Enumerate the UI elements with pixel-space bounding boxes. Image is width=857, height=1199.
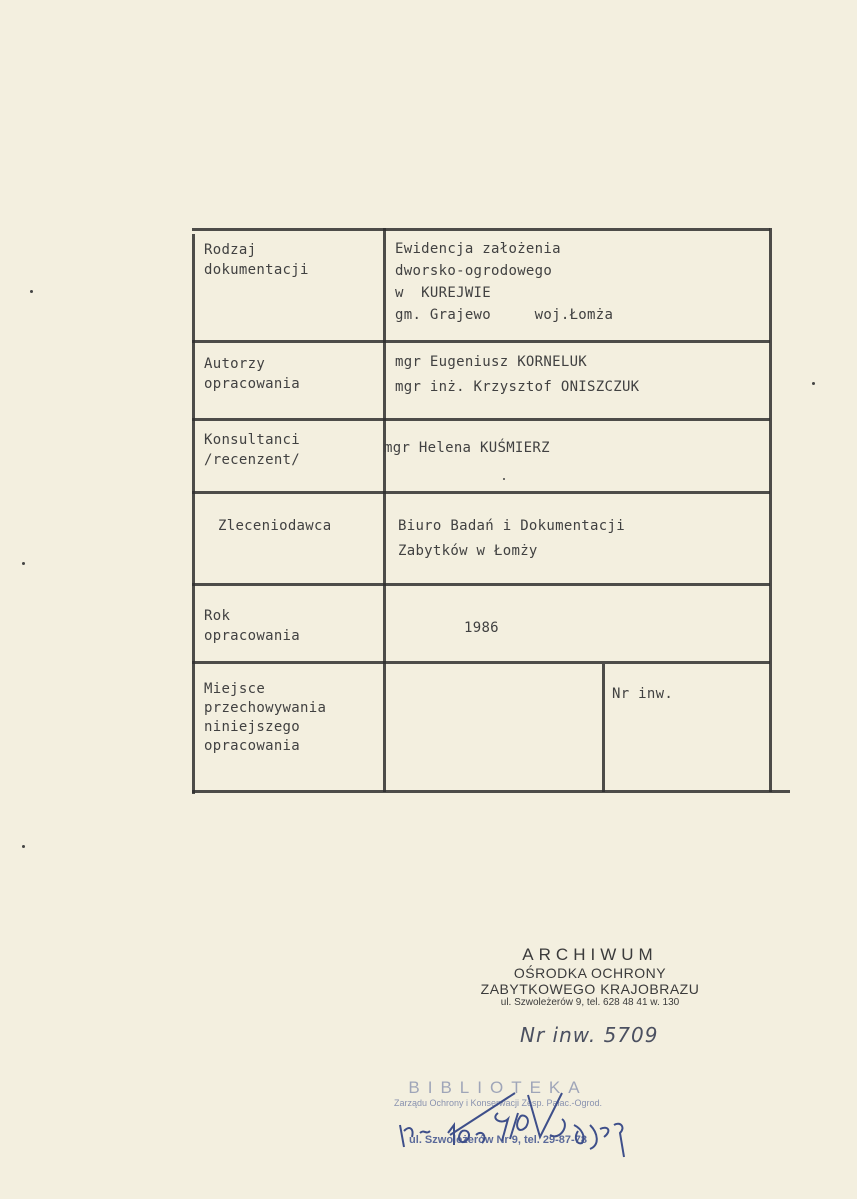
library-stamp-line2: Zarządu Ochrony i Konserwacji Zesp. Pałac.-Ogrod. <box>393 1098 603 1108</box>
paper-speck <box>22 845 25 848</box>
rule-row1 <box>192 340 770 343</box>
paper-speck <box>503 478 505 480</box>
archive-stamp <box>480 945 700 1008</box>
rule-middle <box>383 228 386 792</box>
value-rok: 1986 <box>464 620 499 636</box>
value-konsultanci: mgr Helena KUŚMIERZ <box>384 440 550 456</box>
value-zleceniodawca: Biuro Badań i Dokumentacji Zabytków w Łomży <box>398 518 625 559</box>
library-stamp-address: ul. Szwoleżerów Nr 9, tel. 29-87-78 <box>409 1134 587 1146</box>
library-stamp-title: BIBLIOTEKA <box>408 1078 588 1097</box>
label-miejsce: Miejsce przechowywania niniejszego opracowania <box>204 681 327 754</box>
label-zleceniodawca: Zleceniodawca <box>218 518 332 534</box>
inventory-number-label: Nr inw. <box>612 686 674 702</box>
paper-speck <box>22 562 25 565</box>
paper-speck <box>30 290 33 293</box>
archive-stamp-line3: ZABYTKOWEGO KRAJOBRAZU <box>480 981 700 997</box>
rule-row4 <box>192 583 770 586</box>
archive-stamp-address: ul. Szwoleżerów 9, tel. 628 48 41 w. 130 <box>500 997 680 1008</box>
label-rodzaj: Rodzaj dokumentacji <box>204 242 309 278</box>
rule-top <box>192 228 770 231</box>
value-autorzy: mgr Eugeniusz KORNELUK mgr inż. Krzysztof ONISZCZUK <box>395 354 640 395</box>
handwritten-inventory-number: Nr inw. 5709 <box>520 1023 659 1047</box>
archive-stamp-line2: OŚRODKA OCHRONY <box>513 965 667 981</box>
rule-row3 <box>192 491 770 494</box>
value-rodzaj: Ewidencja założenia dworsko-ogrodowego w KUREJWIE gm. Grajewo woj.Łomża <box>395 241 614 323</box>
rule-inv <box>602 664 605 792</box>
label-konsultanci: Konsultanci /recenzent/ <box>204 432 301 468</box>
archive-stamp-title: ARCHIWUM <box>522 945 658 964</box>
label-autorzy: Autorzy opracowania <box>204 356 301 392</box>
label-rok: Rok opracowania <box>204 608 301 644</box>
rule-bottom <box>192 790 790 793</box>
rule-left <box>192 234 195 794</box>
rule-row5 <box>192 661 770 664</box>
paper-speck <box>812 382 815 385</box>
handwritten-library-annotation <box>390 1085 650 1165</box>
rule-row2 <box>192 418 770 421</box>
document-form-table <box>192 228 772 794</box>
rule-right <box>769 228 772 792</box>
